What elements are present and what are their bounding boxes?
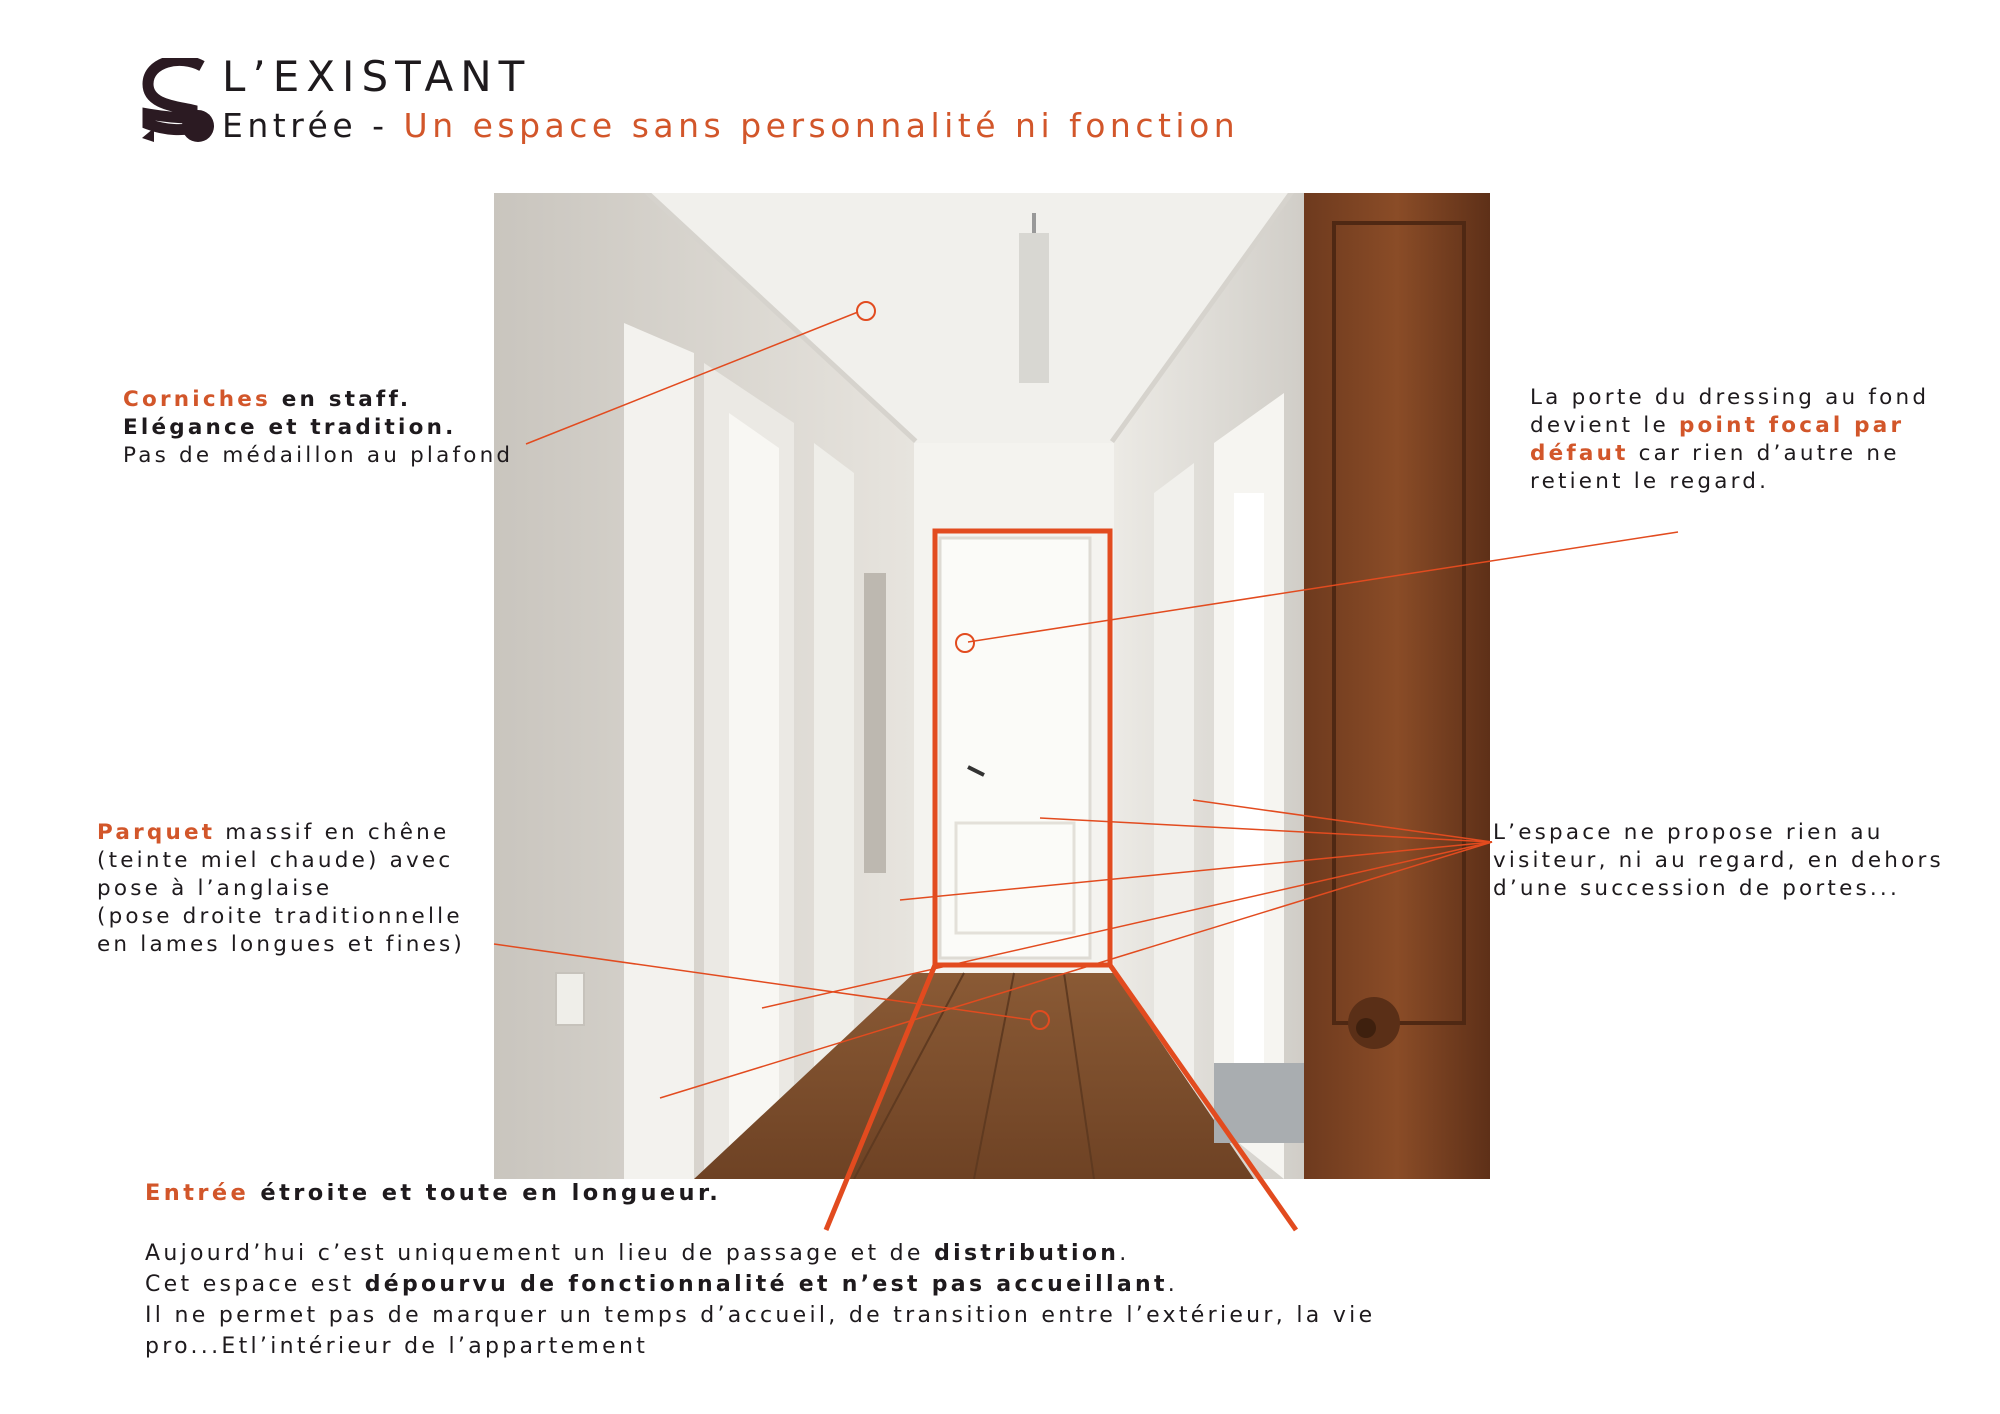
bottom-line-1-a: Aujourd’hui c’est uniquement un lieu de passage et de: [145, 1241, 935, 1266]
note-corniches-bold2: Elégance et tradition.: [123, 415, 457, 440]
bottom-body: [145, 1238, 1705, 1362]
bottom-line-3: Il ne permet pas de marquer un temps d’accueil, de transition entre l’extérieur, la vie: [145, 1303, 1376, 1328]
subtitle-accent: Un espace sans personnalité ni fonction: [403, 106, 1240, 145]
hallway-photo: [494, 193, 1490, 1179]
bottom-line-2-c: .: [1167, 1272, 1179, 1297]
subtitle-prefix: Entrée -: [222, 106, 404, 145]
bottom-heading: [145, 1180, 721, 1206]
note-porte-text2: car rien d’autre ne retient le regard.: [1530, 441, 1900, 494]
bottom-line-2-a: Cet espace est: [145, 1272, 365, 1297]
note-parquet-highlight: Parquet: [97, 820, 216, 845]
page-title: L’EXISTANT: [222, 52, 532, 101]
bottom-line-4: pro...Etl’intérieur de l’appartement: [145, 1334, 649, 1359]
note-porte-highlight: point focal par défaut: [1530, 413, 1905, 466]
page-subtitle: [222, 106, 1239, 145]
bottom-line-2: [145, 1269, 1705, 1300]
note-espace-text: L’espace ne propose rien au visiteur, ni au regard, en dehors d’une succession de portes...: [1493, 820, 1944, 901]
note-corniches-rest: Pas de médaillon au plafond: [123, 443, 514, 468]
bottom-heading-highlight: Entrée: [145, 1180, 250, 1206]
note-corniches-highlight: Corniches: [123, 387, 272, 412]
bottom-line-1-c: .: [1119, 1241, 1130, 1266]
note-corniches-bold1: en staff.: [271, 387, 412, 412]
bottom-line-1: [145, 1238, 1705, 1269]
note-parquet-text2: (pose droite traditionnelle en lames longues et fines): [97, 904, 466, 957]
note-parquet: [97, 819, 497, 959]
bottom-heading-rest: étroite et toute en longueur.: [249, 1180, 722, 1206]
bottom-line-2-b: dépourvu de fonctionnalité et n’est pas accueillant: [364, 1272, 1168, 1297]
note-espace: [1493, 819, 1973, 903]
brand-logo: [140, 58, 220, 144]
bottom-line-1-b: distribution: [934, 1241, 1120, 1266]
note-parquet-text1: massif en chêne (teinte miel chaude) avec pose à l’anglaise: [97, 820, 454, 901]
note-porte-text1: La porte du dressing au fond devient le: [1530, 385, 1930, 438]
note-corniches: [123, 386, 523, 470]
note-porte: [1530, 384, 1990, 496]
